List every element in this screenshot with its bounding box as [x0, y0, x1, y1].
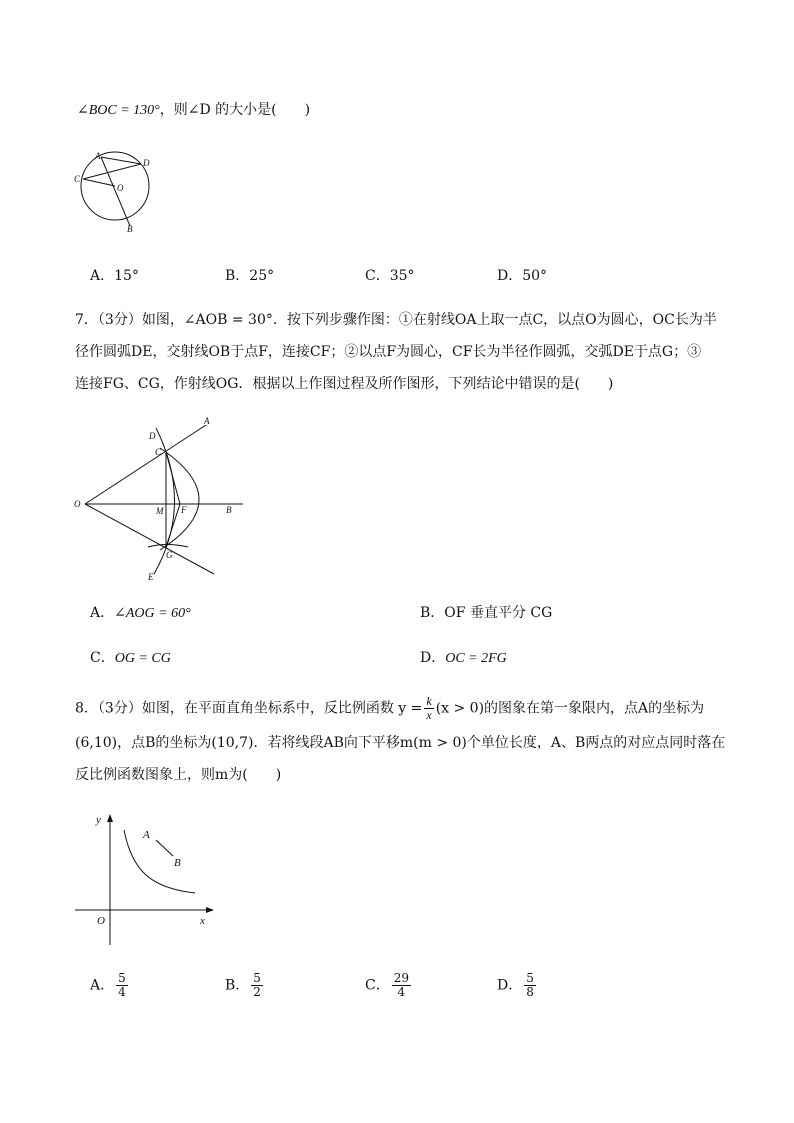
- q6-label-C: C: [74, 174, 81, 184]
- fraction-numerator: 5: [118, 971, 126, 985]
- q7-label-E: E: [148, 572, 154, 582]
- option-text: OG = CG: [114, 651, 171, 666]
- q8-label-A: A: [143, 829, 150, 841]
- q6-segment-AB: [101, 157, 130, 226]
- q7-stem-line1: 7．（3分）如图，∠AOB = 30°．按下列步骤作图：①在射线OA上取一点C，以点O为圆心，OC长为半: [75, 312, 717, 328]
- q7-stem-line3: 连接FG、CG，作射线OG．根据以上作图过程及所作图形，下列结论中错误的是( ): [75, 376, 614, 392]
- q8-option-b[interactable]: [225, 972, 265, 999]
- option-letter: C．: [90, 650, 115, 666]
- q6-stem-text: ，则∠D 的大小是( ): [159, 102, 311, 118]
- q8-label-B: B: [174, 857, 181, 869]
- fraction-numerator: 5: [253, 971, 261, 985]
- q7-label-D: D: [149, 431, 156, 441]
- fraction-denominator: 4: [397, 985, 406, 999]
- q7-ray-OA: [85, 425, 206, 504]
- q7-construction-figure: [68, 410, 253, 585]
- q8-stem-line3: 反比例函数图象上，则m为( ): [75, 767, 282, 783]
- q7-ray-OG: [85, 504, 214, 574]
- option-letter: A．: [90, 977, 115, 994]
- q8-stem-line2: (6,10)，点B的坐标为(10,7)．若将线段AB向下平移m(m > 0)个单位长度，A、B两点的对应点同时落在: [75, 735, 726, 751]
- q6-label-B: B: [127, 224, 133, 234]
- q6-label-O: O: [117, 183, 124, 193]
- q7-stem-line2: 径作圆弧DE，交射线OB于点F，连接CF；②以点F为圆心，CF长为半径作圆弧，交弧DE于点G；③: [75, 344, 702, 360]
- q6-stem-math: ∠BOC = 130°: [77, 103, 160, 118]
- option-letter: C．: [365, 268, 390, 284]
- q8-fraction-numerator: k: [426, 694, 432, 708]
- option-fraction: [392, 972, 411, 999]
- q7-label-A: A: [204, 416, 210, 426]
- option-letter: B．: [420, 605, 445, 621]
- q8-stem-part1: 8．（3分）如图，在平面直角坐标系中，反比例函数 y =: [75, 700, 423, 717]
- q8-hyperbola-curve: [124, 830, 195, 893]
- q8-stem-part2: (x > 0)的图象在第一象限内，点A的坐标为: [435, 700, 705, 717]
- q7-label-G: G: [166, 550, 173, 560]
- option-letter: D．: [497, 268, 523, 284]
- option-letter: C．: [365, 977, 390, 994]
- q8-segment-AB: [156, 840, 173, 856]
- q6-option-c[interactable]: [365, 266, 415, 286]
- option-letter: B．: [225, 977, 250, 994]
- option-letter: B．: [225, 268, 250, 284]
- fraction-numerator: 5: [526, 971, 534, 985]
- option-text: 35°: [389, 268, 415, 284]
- q6-option-a[interactable]: [90, 266, 139, 286]
- option-letter: A．: [90, 605, 115, 621]
- option-text: OF 垂直平分 CG: [444, 605, 553, 621]
- q8-y-axis-arrow-icon: [107, 814, 113, 822]
- q7-label-B: B: [226, 505, 232, 515]
- q8-fraction-k-over-x: [424, 695, 433, 722]
- option-fraction: [251, 972, 263, 999]
- q7-option-c[interactable]: [90, 648, 171, 669]
- q6-option-b[interactable]: [225, 266, 274, 286]
- q7-option-b[interactable]: [420, 603, 552, 623]
- q8-x-axis-arrow-icon: [206, 907, 214, 913]
- q7-label-M: M: [156, 506, 164, 516]
- q7-option-a[interactable]: [90, 603, 191, 624]
- q7-arc-mark-G: [148, 545, 188, 548]
- q6-label-D: D: [143, 158, 150, 168]
- q8-option-a[interactable]: [90, 972, 130, 999]
- q8-label-O: O: [97, 915, 105, 927]
- option-text: 25°: [249, 268, 275, 284]
- option-text: 15°: [114, 268, 139, 284]
- fraction-numerator: 29: [393, 971, 409, 985]
- q7-label-C: C: [155, 447, 162, 457]
- q8-label-y: y: [96, 814, 101, 826]
- q6-circle-figure: [70, 148, 160, 236]
- q6-stem: [77, 100, 310, 121]
- q7-label-O: O: [74, 499, 81, 509]
- q8-option-c[interactable]: [365, 972, 413, 999]
- q8-graph-figure: [70, 810, 220, 950]
- option-text: OC = 2FG: [445, 651, 507, 666]
- option-text: ∠AOG = 60°: [114, 606, 191, 621]
- option-text: 50°: [522, 268, 548, 284]
- option-fraction: [116, 972, 128, 999]
- fraction-denominator: 2: [253, 985, 261, 999]
- option-letter: D．: [497, 977, 523, 994]
- q8-label-x: x: [200, 915, 205, 927]
- fraction-denominator: 4: [118, 985, 126, 999]
- q8-fraction-denominator: x: [426, 708, 432, 722]
- q6-option-d[interactable]: [497, 266, 547, 286]
- option-letter: D．: [420, 650, 446, 666]
- option-fraction: [524, 972, 536, 999]
- fraction-denominator: 8: [526, 985, 534, 999]
- q7-option-d[interactable]: [420, 648, 507, 669]
- q8-option-d[interactable]: [497, 972, 538, 999]
- option-letter: A．: [90, 268, 115, 284]
- q7-label-F: F: [181, 505, 187, 515]
- q6-segment-CD: [83, 164, 141, 179]
- q8-stem-line1: [75, 695, 704, 722]
- q6-label-A: A: [95, 151, 101, 161]
